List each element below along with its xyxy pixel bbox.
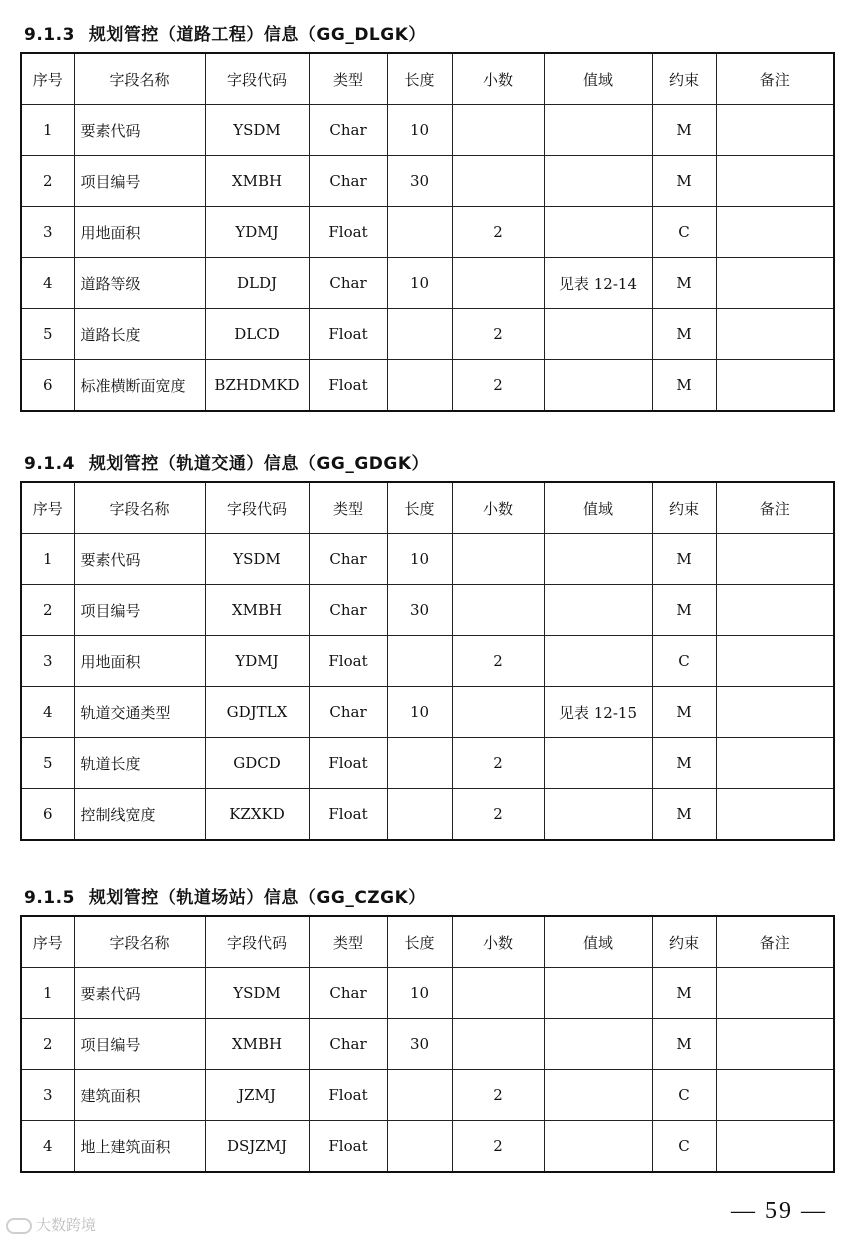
col-header-remark: 备注 bbox=[716, 916, 834, 968]
cell-seq: 4 bbox=[21, 1121, 74, 1173]
cell-constraint: M bbox=[652, 738, 716, 789]
cell-field-name: 地上建筑面积 bbox=[74, 1121, 205, 1173]
cell-decimal: 2 bbox=[452, 636, 544, 687]
cell-seq: 5 bbox=[21, 309, 74, 360]
col-header-field-name: 字段名称 bbox=[74, 482, 205, 534]
cell-domain bbox=[544, 534, 652, 585]
table-header-row bbox=[21, 482, 834, 534]
col-header-decimal: 小数 bbox=[452, 482, 544, 534]
cell-remark bbox=[716, 156, 834, 207]
table-row bbox=[21, 309, 834, 360]
cell-seq: 2 bbox=[21, 156, 74, 207]
cell-constraint: C bbox=[652, 636, 716, 687]
col-header-decimal: 小数 bbox=[452, 916, 544, 968]
cell-length bbox=[387, 1070, 452, 1121]
cell-constraint: M bbox=[652, 687, 716, 738]
cell-field-code: JZMJ bbox=[205, 1070, 309, 1121]
table-row bbox=[21, 1019, 834, 1070]
cell-field-name: 控制线宽度 bbox=[74, 789, 205, 841]
cell-type: Char bbox=[309, 156, 387, 207]
cell-seq: 1 bbox=[21, 968, 74, 1019]
table-row bbox=[21, 1121, 834, 1173]
cell-remark bbox=[716, 968, 834, 1019]
cell-field-code: YSDM bbox=[205, 534, 309, 585]
cell-length: 30 bbox=[387, 156, 452, 207]
cell-length: 30 bbox=[387, 585, 452, 636]
cell-remark bbox=[716, 1019, 834, 1070]
col-header-seq: 序号 bbox=[21, 53, 74, 105]
cell-domain bbox=[544, 1121, 652, 1173]
col-header-type: 类型 bbox=[309, 916, 387, 968]
cell-type: Char bbox=[309, 968, 387, 1019]
cell-field-name: 要素代码 bbox=[74, 968, 205, 1019]
col-header-constraint: 约束 bbox=[652, 53, 716, 105]
table-gg-dlgk bbox=[20, 52, 835, 412]
cell-decimal bbox=[452, 968, 544, 1019]
table-row bbox=[21, 1070, 834, 1121]
table-gg-czgk bbox=[20, 915, 835, 1173]
table-row bbox=[21, 789, 834, 841]
cell-constraint: M bbox=[652, 585, 716, 636]
table-header-row bbox=[21, 916, 834, 968]
cell-constraint: M bbox=[652, 789, 716, 841]
cell-domain bbox=[544, 1070, 652, 1121]
cell-constraint: M bbox=[652, 534, 716, 585]
cell-type: Char bbox=[309, 1019, 387, 1070]
col-header-remark: 备注 bbox=[716, 482, 834, 534]
cell-remark bbox=[716, 738, 834, 789]
col-header-field-code: 字段代码 bbox=[205, 916, 309, 968]
table-row bbox=[21, 738, 834, 789]
cell-length bbox=[387, 309, 452, 360]
table-row bbox=[21, 687, 834, 738]
cell-length: 30 bbox=[387, 1019, 452, 1070]
cell-domain bbox=[544, 1019, 652, 1070]
cell-domain bbox=[544, 309, 652, 360]
cell-length bbox=[387, 738, 452, 789]
table-row bbox=[21, 360, 834, 412]
cell-remark bbox=[716, 105, 834, 156]
cell-field-code: DLCD bbox=[205, 309, 309, 360]
cell-field-code: YSDM bbox=[205, 105, 309, 156]
cell-field-code: BZHDMKD bbox=[205, 360, 309, 412]
cell-type: Char bbox=[309, 105, 387, 156]
cell-type: Float bbox=[309, 636, 387, 687]
cell-remark bbox=[716, 534, 834, 585]
cell-type: Float bbox=[309, 789, 387, 841]
col-header-seq: 序号 bbox=[21, 916, 74, 968]
col-header-length: 长度 bbox=[387, 482, 452, 534]
cell-field-name: 标准横断面宽度 bbox=[74, 360, 205, 412]
cell-length bbox=[387, 636, 452, 687]
cell-field-code: YSDM bbox=[205, 968, 309, 1019]
cell-constraint: M bbox=[652, 156, 716, 207]
col-header-remark: 备注 bbox=[716, 53, 834, 105]
cell-constraint: C bbox=[652, 1070, 716, 1121]
table-row bbox=[21, 968, 834, 1019]
cell-length bbox=[387, 1121, 452, 1173]
cell-type: Float bbox=[309, 309, 387, 360]
cell-length: 10 bbox=[387, 687, 452, 738]
table-row bbox=[21, 258, 834, 309]
cell-field-name: 轨道交通类型 bbox=[74, 687, 205, 738]
cell-length bbox=[387, 789, 452, 841]
cell-constraint: C bbox=[652, 207, 716, 258]
cell-length bbox=[387, 207, 452, 258]
cell-type: Float bbox=[309, 1121, 387, 1173]
table-header-row bbox=[21, 53, 834, 105]
cell-constraint: M bbox=[652, 309, 716, 360]
cell-domain bbox=[544, 585, 652, 636]
cell-length: 10 bbox=[387, 968, 452, 1019]
col-header-type: 类型 bbox=[309, 53, 387, 105]
cell-constraint: M bbox=[652, 360, 716, 412]
cell-field-name: 建筑面积 bbox=[74, 1070, 205, 1121]
cell-type: Char bbox=[309, 534, 387, 585]
cell-remark bbox=[716, 1121, 834, 1173]
cell-field-name: 项目编号 bbox=[74, 156, 205, 207]
cell-type: Char bbox=[309, 585, 387, 636]
cell-type: Float bbox=[309, 360, 387, 412]
section-heading: 规划管控（轨道场站）信息（GG_CZGK） bbox=[88, 888, 426, 908]
cell-type: Char bbox=[309, 687, 387, 738]
cell-domain bbox=[544, 105, 652, 156]
cell-decimal: 2 bbox=[452, 789, 544, 841]
cell-decimal: 2 bbox=[452, 207, 544, 258]
cell-seq: 5 bbox=[21, 738, 74, 789]
section-heading: 规划管控（道路工程）信息（GG_DLGK） bbox=[88, 25, 426, 45]
cell-remark bbox=[716, 258, 834, 309]
cell-decimal: 2 bbox=[452, 309, 544, 360]
col-header-constraint: 约束 bbox=[652, 482, 716, 534]
table-row bbox=[21, 105, 834, 156]
col-header-field-name: 字段名称 bbox=[74, 53, 205, 105]
col-header-domain: 值域 bbox=[544, 53, 652, 105]
cell-domain bbox=[544, 636, 652, 687]
cell-field-name: 项目编号 bbox=[74, 585, 205, 636]
cell-decimal bbox=[452, 534, 544, 585]
table-row bbox=[21, 156, 834, 207]
cell-seq: 6 bbox=[21, 789, 74, 841]
col-header-field-code: 字段代码 bbox=[205, 482, 309, 534]
table-row bbox=[21, 636, 834, 687]
cell-seq: 4 bbox=[21, 258, 74, 309]
cell-type: Float bbox=[309, 1070, 387, 1121]
cell-domain bbox=[544, 968, 652, 1019]
col-header-seq: 序号 bbox=[21, 482, 74, 534]
section-number: 9.1.4 bbox=[24, 454, 75, 474]
cell-remark bbox=[716, 309, 834, 360]
cell-length: 10 bbox=[387, 258, 452, 309]
cell-length: 10 bbox=[387, 534, 452, 585]
cell-domain bbox=[544, 738, 652, 789]
col-header-decimal: 小数 bbox=[452, 53, 544, 105]
section-title-9-1-4 bbox=[24, 449, 429, 474]
cell-field-name: 道路长度 bbox=[74, 309, 205, 360]
cell-decimal bbox=[452, 585, 544, 636]
section-title-9-1-5 bbox=[24, 883, 426, 908]
col-header-domain: 值域 bbox=[544, 482, 652, 534]
cell-field-code: GDJTLX bbox=[205, 687, 309, 738]
section-title-9-1-3 bbox=[24, 20, 426, 45]
cell-field-code: YDMJ bbox=[205, 207, 309, 258]
cell-remark bbox=[716, 789, 834, 841]
col-header-domain: 值域 bbox=[544, 916, 652, 968]
cell-seq: 4 bbox=[21, 687, 74, 738]
cell-seq: 3 bbox=[21, 1070, 74, 1121]
table-gg-gdgk bbox=[20, 481, 835, 841]
cell-seq: 1 bbox=[21, 105, 74, 156]
section-number: 9.1.5 bbox=[24, 888, 75, 908]
cell-field-name: 要素代码 bbox=[74, 534, 205, 585]
col-header-length: 长度 bbox=[387, 53, 452, 105]
cell-seq: 3 bbox=[21, 207, 74, 258]
col-header-field-name: 字段名称 bbox=[74, 916, 205, 968]
cell-decimal: 2 bbox=[452, 1070, 544, 1121]
cell-domain bbox=[544, 360, 652, 412]
section-number: 9.1.3 bbox=[24, 25, 75, 45]
cell-seq: 1 bbox=[21, 534, 74, 585]
cell-length: 10 bbox=[387, 105, 452, 156]
cell-decimal bbox=[452, 156, 544, 207]
cell-constraint: M bbox=[652, 968, 716, 1019]
cell-field-code: KZXKD bbox=[205, 789, 309, 841]
cell-field-code: DSJZMJ bbox=[205, 1121, 309, 1173]
table-row bbox=[21, 534, 834, 585]
col-header-length: 长度 bbox=[387, 916, 452, 968]
cell-field-code: XMBH bbox=[205, 585, 309, 636]
col-header-field-code: 字段代码 bbox=[205, 53, 309, 105]
cell-decimal bbox=[452, 1019, 544, 1070]
cell-field-name: 用地面积 bbox=[74, 636, 205, 687]
cell-remark bbox=[716, 636, 834, 687]
cell-type: Float bbox=[309, 207, 387, 258]
cell-decimal bbox=[452, 105, 544, 156]
cell-domain bbox=[544, 207, 652, 258]
cell-field-code: XMBH bbox=[205, 1019, 309, 1070]
col-header-type: 类型 bbox=[309, 482, 387, 534]
cell-field-name: 轨道长度 bbox=[74, 738, 205, 789]
watermark bbox=[6, 1214, 96, 1235]
cell-domain: 见表 12-15 bbox=[544, 687, 652, 738]
cell-constraint: M bbox=[652, 258, 716, 309]
watermark-text: 大数跨境 bbox=[36, 1216, 97, 1234]
cell-domain: 见表 12-14 bbox=[544, 258, 652, 309]
cell-field-name: 项目编号 bbox=[74, 1019, 205, 1070]
cell-remark bbox=[716, 360, 834, 412]
cell-decimal bbox=[452, 258, 544, 309]
cell-remark bbox=[716, 585, 834, 636]
cell-constraint: M bbox=[652, 105, 716, 156]
cell-field-code: YDMJ bbox=[205, 636, 309, 687]
cell-remark bbox=[716, 207, 834, 258]
cell-constraint: M bbox=[652, 1019, 716, 1070]
table-row bbox=[21, 207, 834, 258]
cell-field-name: 要素代码 bbox=[74, 105, 205, 156]
cell-decimal: 2 bbox=[452, 1121, 544, 1173]
cell-length bbox=[387, 360, 452, 412]
cell-seq: 6 bbox=[21, 360, 74, 412]
cell-domain bbox=[544, 789, 652, 841]
cell-domain bbox=[544, 156, 652, 207]
cell-remark bbox=[716, 687, 834, 738]
cell-decimal: 2 bbox=[452, 738, 544, 789]
cell-type: Char bbox=[309, 258, 387, 309]
col-header-constraint: 约束 bbox=[652, 916, 716, 968]
cell-field-code: GDCD bbox=[205, 738, 309, 789]
watermark-logo-icon bbox=[6, 1218, 32, 1234]
section-heading: 规划管控（轨道交通）信息（GG_GDGK） bbox=[88, 454, 430, 474]
cell-decimal: 2 bbox=[452, 360, 544, 412]
cell-constraint: C bbox=[652, 1121, 716, 1173]
cell-field-code: DLDJ bbox=[205, 258, 309, 309]
page-number: — 59 — bbox=[731, 1198, 827, 1224]
cell-seq: 2 bbox=[21, 585, 74, 636]
cell-type: Float bbox=[309, 738, 387, 789]
cell-field-code: XMBH bbox=[205, 156, 309, 207]
cell-seq: 2 bbox=[21, 1019, 74, 1070]
cell-seq: 3 bbox=[21, 636, 74, 687]
cell-decimal bbox=[452, 687, 544, 738]
cell-field-name: 道路等级 bbox=[74, 258, 205, 309]
table-row bbox=[21, 585, 834, 636]
cell-field-name: 用地面积 bbox=[74, 207, 205, 258]
cell-remark bbox=[716, 1070, 834, 1121]
